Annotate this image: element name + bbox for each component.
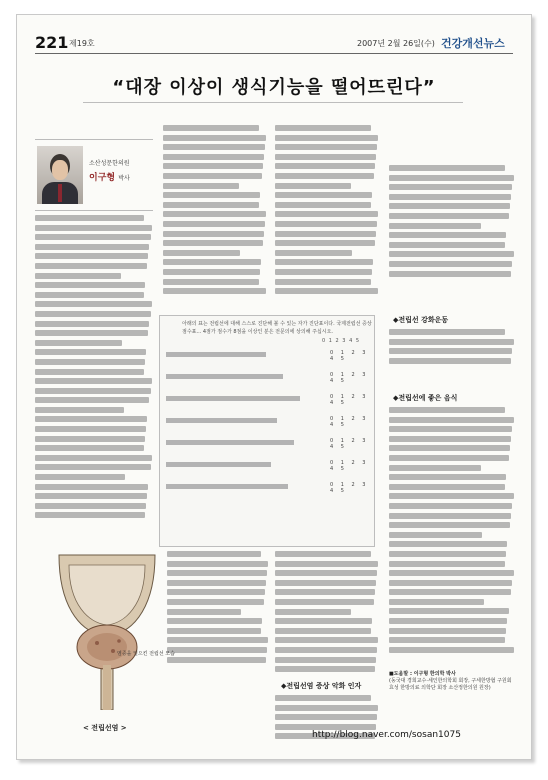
- text-line: [35, 340, 122, 346]
- text-line: [35, 244, 149, 250]
- quiz-question: [166, 484, 288, 489]
- quiz-scores: 0 1 2 3 4 5: [330, 482, 369, 494]
- article-column-4: [389, 165, 515, 285]
- text-line: [275, 618, 372, 624]
- text-line: [275, 666, 375, 672]
- text-line: [389, 618, 507, 624]
- text-line: [35, 464, 151, 470]
- text-line: [163, 144, 265, 150]
- text-line: [167, 609, 241, 615]
- quiz-question: [166, 462, 271, 467]
- quiz-scores: 0 1 2 3 4 5: [330, 416, 369, 428]
- text-line: [389, 339, 514, 345]
- text-line: [275, 288, 378, 294]
- text-line: [275, 173, 374, 179]
- quiz-scores: 0 1 2 3 4 5: [330, 394, 369, 406]
- text-line: [167, 637, 268, 643]
- text-line: [389, 203, 510, 209]
- text-line: [35, 282, 145, 288]
- text-line: [163, 211, 266, 217]
- text-line: [275, 269, 372, 275]
- issue-number: 제19호: [69, 39, 95, 48]
- text-line: [389, 455, 509, 461]
- text-line: [389, 348, 512, 354]
- author-bio: [389, 671, 515, 692]
- page-number: 221: [35, 33, 69, 52]
- text-line: [35, 263, 147, 269]
- text-line: [275, 657, 376, 663]
- text-line: [275, 202, 371, 208]
- text-line: [35, 369, 144, 375]
- text-line: [389, 570, 514, 576]
- quiz-row: [166, 460, 372, 472]
- text-line: [389, 445, 510, 451]
- quiz-question: [166, 418, 277, 423]
- text-line: [389, 213, 509, 219]
- text-line: [389, 251, 514, 257]
- text-line: [389, 637, 505, 643]
- text-line: [275, 231, 376, 237]
- article-column-2: [163, 125, 267, 307]
- text-line: [389, 561, 505, 567]
- text-line: [35, 292, 144, 298]
- text-line: [275, 580, 376, 586]
- text-line: [389, 184, 512, 190]
- text-line: [389, 232, 506, 238]
- text-line: [389, 532, 482, 538]
- section-heading-prostate-exercise: ◆전립선 강화운동: [393, 316, 449, 324]
- article-column-5: [167, 551, 269, 671]
- text-line: [163, 250, 240, 256]
- article-column-6: [275, 551, 379, 681]
- quiz-question: [166, 352, 266, 357]
- text-line: [275, 714, 377, 720]
- text-line: [163, 135, 266, 141]
- article-column-1: [35, 215, 153, 525]
- text-line: [35, 455, 152, 461]
- text-line: [389, 407, 505, 413]
- self-diagnosis-intro: 아래의 표는 전립선에 대해 스스로 진단해 볼 수 있는 자가 진단표이다. 국제전립선 증상 점수표... 4점가 점수가 8점을 이상인 분은 전문의에 상의해 주십시오.: [182, 321, 372, 335]
- text-line: [389, 541, 507, 547]
- text-line: [389, 513, 511, 519]
- text-line: [389, 474, 506, 480]
- text-line: [163, 231, 264, 237]
- text-line: [35, 311, 151, 317]
- page-header: [35, 31, 513, 54]
- text-line: [163, 202, 259, 208]
- self-diagnosis-table: [159, 315, 375, 547]
- text-line: [35, 273, 121, 279]
- text-line: [275, 163, 375, 169]
- text-line: [35, 445, 144, 451]
- title-divider: [83, 102, 463, 103]
- text-line: [35, 397, 149, 403]
- text-line: [389, 261, 512, 267]
- text-line: [35, 253, 148, 259]
- text-line: [275, 561, 378, 567]
- quiz-question: [166, 396, 300, 401]
- text-line: [275, 135, 378, 141]
- text-line: [167, 580, 266, 586]
- text-line: [35, 225, 152, 231]
- bio-name: ■도움말 : 이구형 한의학 박사: [389, 671, 456, 677]
- text-line: [35, 378, 152, 384]
- publication-name: 건강개선뉴스: [441, 37, 505, 50]
- text-line: [167, 647, 267, 653]
- blog-url[interactable]: http://blog.naver.com/sosan1075: [312, 730, 461, 740]
- author-name: 이구형 박사: [89, 173, 130, 183]
- text-line: [35, 349, 146, 355]
- text-line: [163, 221, 265, 227]
- quiz-row: [166, 416, 372, 428]
- quiz-scores: 0 1 2 3 4 5: [330, 438, 369, 450]
- article-title: “대장 이상이 생식기능을 떨어뜨린다”: [112, 77, 436, 98]
- text-line: [35, 301, 152, 307]
- text-line: [163, 125, 259, 131]
- text-line: [35, 234, 151, 240]
- text-line: [167, 551, 261, 557]
- text-line: [167, 570, 267, 576]
- text-line: [163, 269, 260, 275]
- author-box: [35, 139, 153, 211]
- newspaper-clipping: [16, 14, 532, 760]
- text-line: [389, 493, 514, 499]
- text-line: [275, 240, 375, 246]
- text-line: [35, 321, 149, 327]
- text-line: [389, 329, 505, 335]
- text-line: [275, 570, 377, 576]
- score-header: 0 1 2 3 4 5: [322, 338, 361, 344]
- bio-desc: (동국대 경희교수·세인한의학회 회장, 구세한방협 구원회 효성 한방의료 의학단 회장 소산정한의원 원장): [389, 678, 512, 691]
- quiz-scores: 0 1 2 3 4 5: [330, 350, 369, 362]
- quiz-row: [166, 350, 372, 362]
- prostate-illustration: [39, 535, 169, 710]
- text-line: [167, 628, 261, 634]
- text-line: [389, 242, 505, 248]
- text-line: [35, 359, 145, 365]
- text-line: [167, 599, 264, 605]
- text-line: [35, 512, 145, 518]
- text-line: [163, 192, 260, 198]
- text-line: [275, 647, 377, 653]
- text-line: [275, 637, 378, 643]
- text-line: [389, 522, 510, 528]
- text-line: [275, 724, 376, 730]
- quiz-question: [166, 374, 283, 379]
- text-line: [275, 259, 373, 265]
- text-line: [389, 465, 481, 471]
- text-line: [275, 250, 352, 256]
- text-line: [275, 192, 372, 198]
- text-line: [389, 503, 512, 509]
- illustration-label: < 전립선염 >: [83, 724, 127, 732]
- text-line: [389, 647, 514, 653]
- text-line: [389, 417, 514, 423]
- text-line: [35, 215, 144, 221]
- article-column-3: [275, 125, 379, 307]
- quiz-row: [166, 482, 372, 494]
- text-line: [35, 503, 146, 509]
- text-line: [35, 484, 148, 490]
- text-line: [275, 695, 371, 701]
- text-line: [275, 599, 374, 605]
- text-line: [35, 493, 147, 499]
- text-line: [35, 474, 125, 480]
- quiz-question: [166, 440, 294, 445]
- text-line: [275, 221, 377, 227]
- quiz-row: [166, 394, 372, 406]
- text-line: [35, 388, 151, 394]
- text-line: [275, 183, 351, 189]
- text-line: [163, 288, 266, 294]
- text-line: [389, 194, 511, 200]
- text-line: [163, 154, 264, 160]
- text-line: [167, 657, 266, 663]
- text-line: [389, 608, 509, 614]
- text-line: [275, 279, 371, 285]
- text-line: [167, 561, 268, 567]
- text-line: [163, 279, 259, 285]
- text-line: [389, 599, 484, 605]
- text-line: [389, 175, 514, 181]
- text-line: [275, 551, 371, 557]
- text-line: [389, 580, 512, 586]
- text-line: [275, 609, 351, 615]
- text-line: [163, 173, 262, 179]
- text-line: [163, 183, 239, 189]
- text-line: [35, 416, 147, 422]
- quiz-row: [166, 372, 372, 384]
- text-line: [275, 154, 376, 160]
- text-line: [389, 628, 506, 634]
- text-line: [389, 358, 511, 364]
- text-line: [275, 705, 378, 711]
- text-line: [275, 125, 371, 131]
- text-line: [35, 407, 124, 413]
- quiz-scores: 0 1 2 3 4 5: [330, 372, 369, 384]
- quiz-row: [166, 438, 372, 450]
- section-heading-worsening-factors: ◆전립선염 증상 악화 인자: [281, 682, 362, 690]
- text-line: [35, 330, 148, 336]
- text-line: [275, 211, 378, 217]
- text-line: [163, 240, 263, 246]
- text-line: [389, 271, 511, 277]
- section-heading-good-food: ◆전립선에 좋은 음식: [393, 394, 458, 402]
- author-role: 소산성문한의원: [89, 160, 130, 167]
- text-line: [389, 589, 511, 595]
- text-line: [163, 163, 263, 169]
- quiz-scores: 0 1 2 3 4 5: [330, 460, 369, 472]
- publication-date: 2007년 2월 26일(수): [357, 39, 435, 48]
- text-line: [389, 484, 505, 490]
- text-line: [275, 144, 377, 150]
- author-photo: [37, 146, 83, 204]
- text-line: [389, 551, 506, 557]
- illustration-caption: 염증을 일으킨 전립선 모습: [117, 651, 175, 657]
- text-line: [167, 589, 265, 595]
- text-line: [389, 223, 481, 229]
- text-line: [275, 589, 375, 595]
- article-column-8: [389, 329, 515, 369]
- text-line: [167, 618, 262, 624]
- text-line: [389, 436, 511, 442]
- text-line: [35, 436, 145, 442]
- text-line: [35, 426, 146, 432]
- text-line: [389, 426, 512, 432]
- text-line: [163, 259, 261, 265]
- article-column-9: [389, 407, 515, 665]
- text-line: [275, 628, 371, 634]
- text-line: [389, 165, 505, 171]
